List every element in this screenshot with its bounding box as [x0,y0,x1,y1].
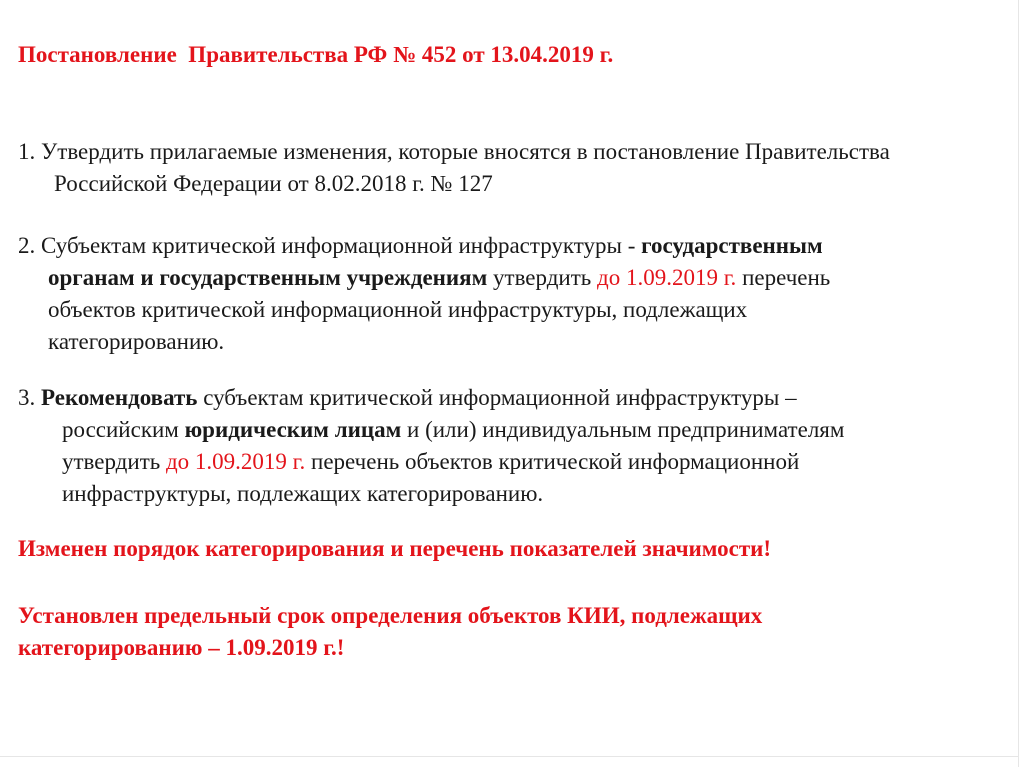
list-item-2-line-2 [18,262,830,294]
list-item-2-line-1 [18,230,830,262]
list-item-2-emphasis: государственным [641,233,823,258]
deadline-highlight: до 1.09.2019 г. [165,449,306,474]
list-item-2-emphasis-cont: органам и государственным учреждениям [48,265,488,290]
note-deadline [18,600,762,664]
list-item-3-text-2: российским [62,417,185,442]
list-item-3-text: субъектам критической информационной инфраструктуры – [197,385,797,410]
list-item-3-emphasis: Рекомендовать [41,385,198,410]
list-item-3-line-1 [18,382,844,414]
list-item-3-line-3 [18,446,844,478]
list-item-3-emphasis-2: юридическим лицам [184,417,402,442]
list-item-1-line-1: 1. Утвердить прилагаемые изменения, которые вносятся в постановление Правительства [18,139,890,164]
slide-border-bottom [0,756,1019,757]
list-item-2-text: 2. Субъектам критической информационной инфраструктуры - [18,233,642,258]
list-item-2 [18,230,830,358]
list-item-3-line-4: инфраструктуры, подлежащих категорированию. [62,481,544,506]
list-item-1 [18,136,890,200]
list-item-2-verb: утвердить [487,265,598,290]
note-deadline-line-2: категорированию – 1.09.2019 г.! [18,635,345,660]
slide-title: Постановление Правительства РФ № 452 от 13.04.2019 г. [18,42,614,67]
list-item-3-tail-3: перечень объектов критической информационной [305,449,800,474]
list-item-2-line-4: категорированию. [48,329,225,354]
note-categorization-changed: Изменен порядок категорирования и перечень показателей значимости! [18,536,772,561]
list-item-3-line-2 [18,414,844,446]
list-item-2-tail: перечень [736,265,831,290]
deadline-highlight: до 1.09.2019 г. [597,265,737,290]
list-item-1-line-2: Российской Федерации от 8.02.2018 г. № 127 [54,171,493,196]
list-item-3-tail-2: и (или) индивидуальным предпринимателям [401,417,845,442]
list-item-2-line-3: объектов критической информационной инфраструктуры, подлежащих [48,297,748,322]
list-item-3-verb: утвердить [62,449,166,474]
list-item-3 [18,382,844,510]
slide-border-right [1018,0,1019,767]
list-item-3-number: 3. [18,385,41,410]
note-deadline-line-1: Установлен предельный срок определения объектов КИИ, подлежащих [18,603,763,628]
